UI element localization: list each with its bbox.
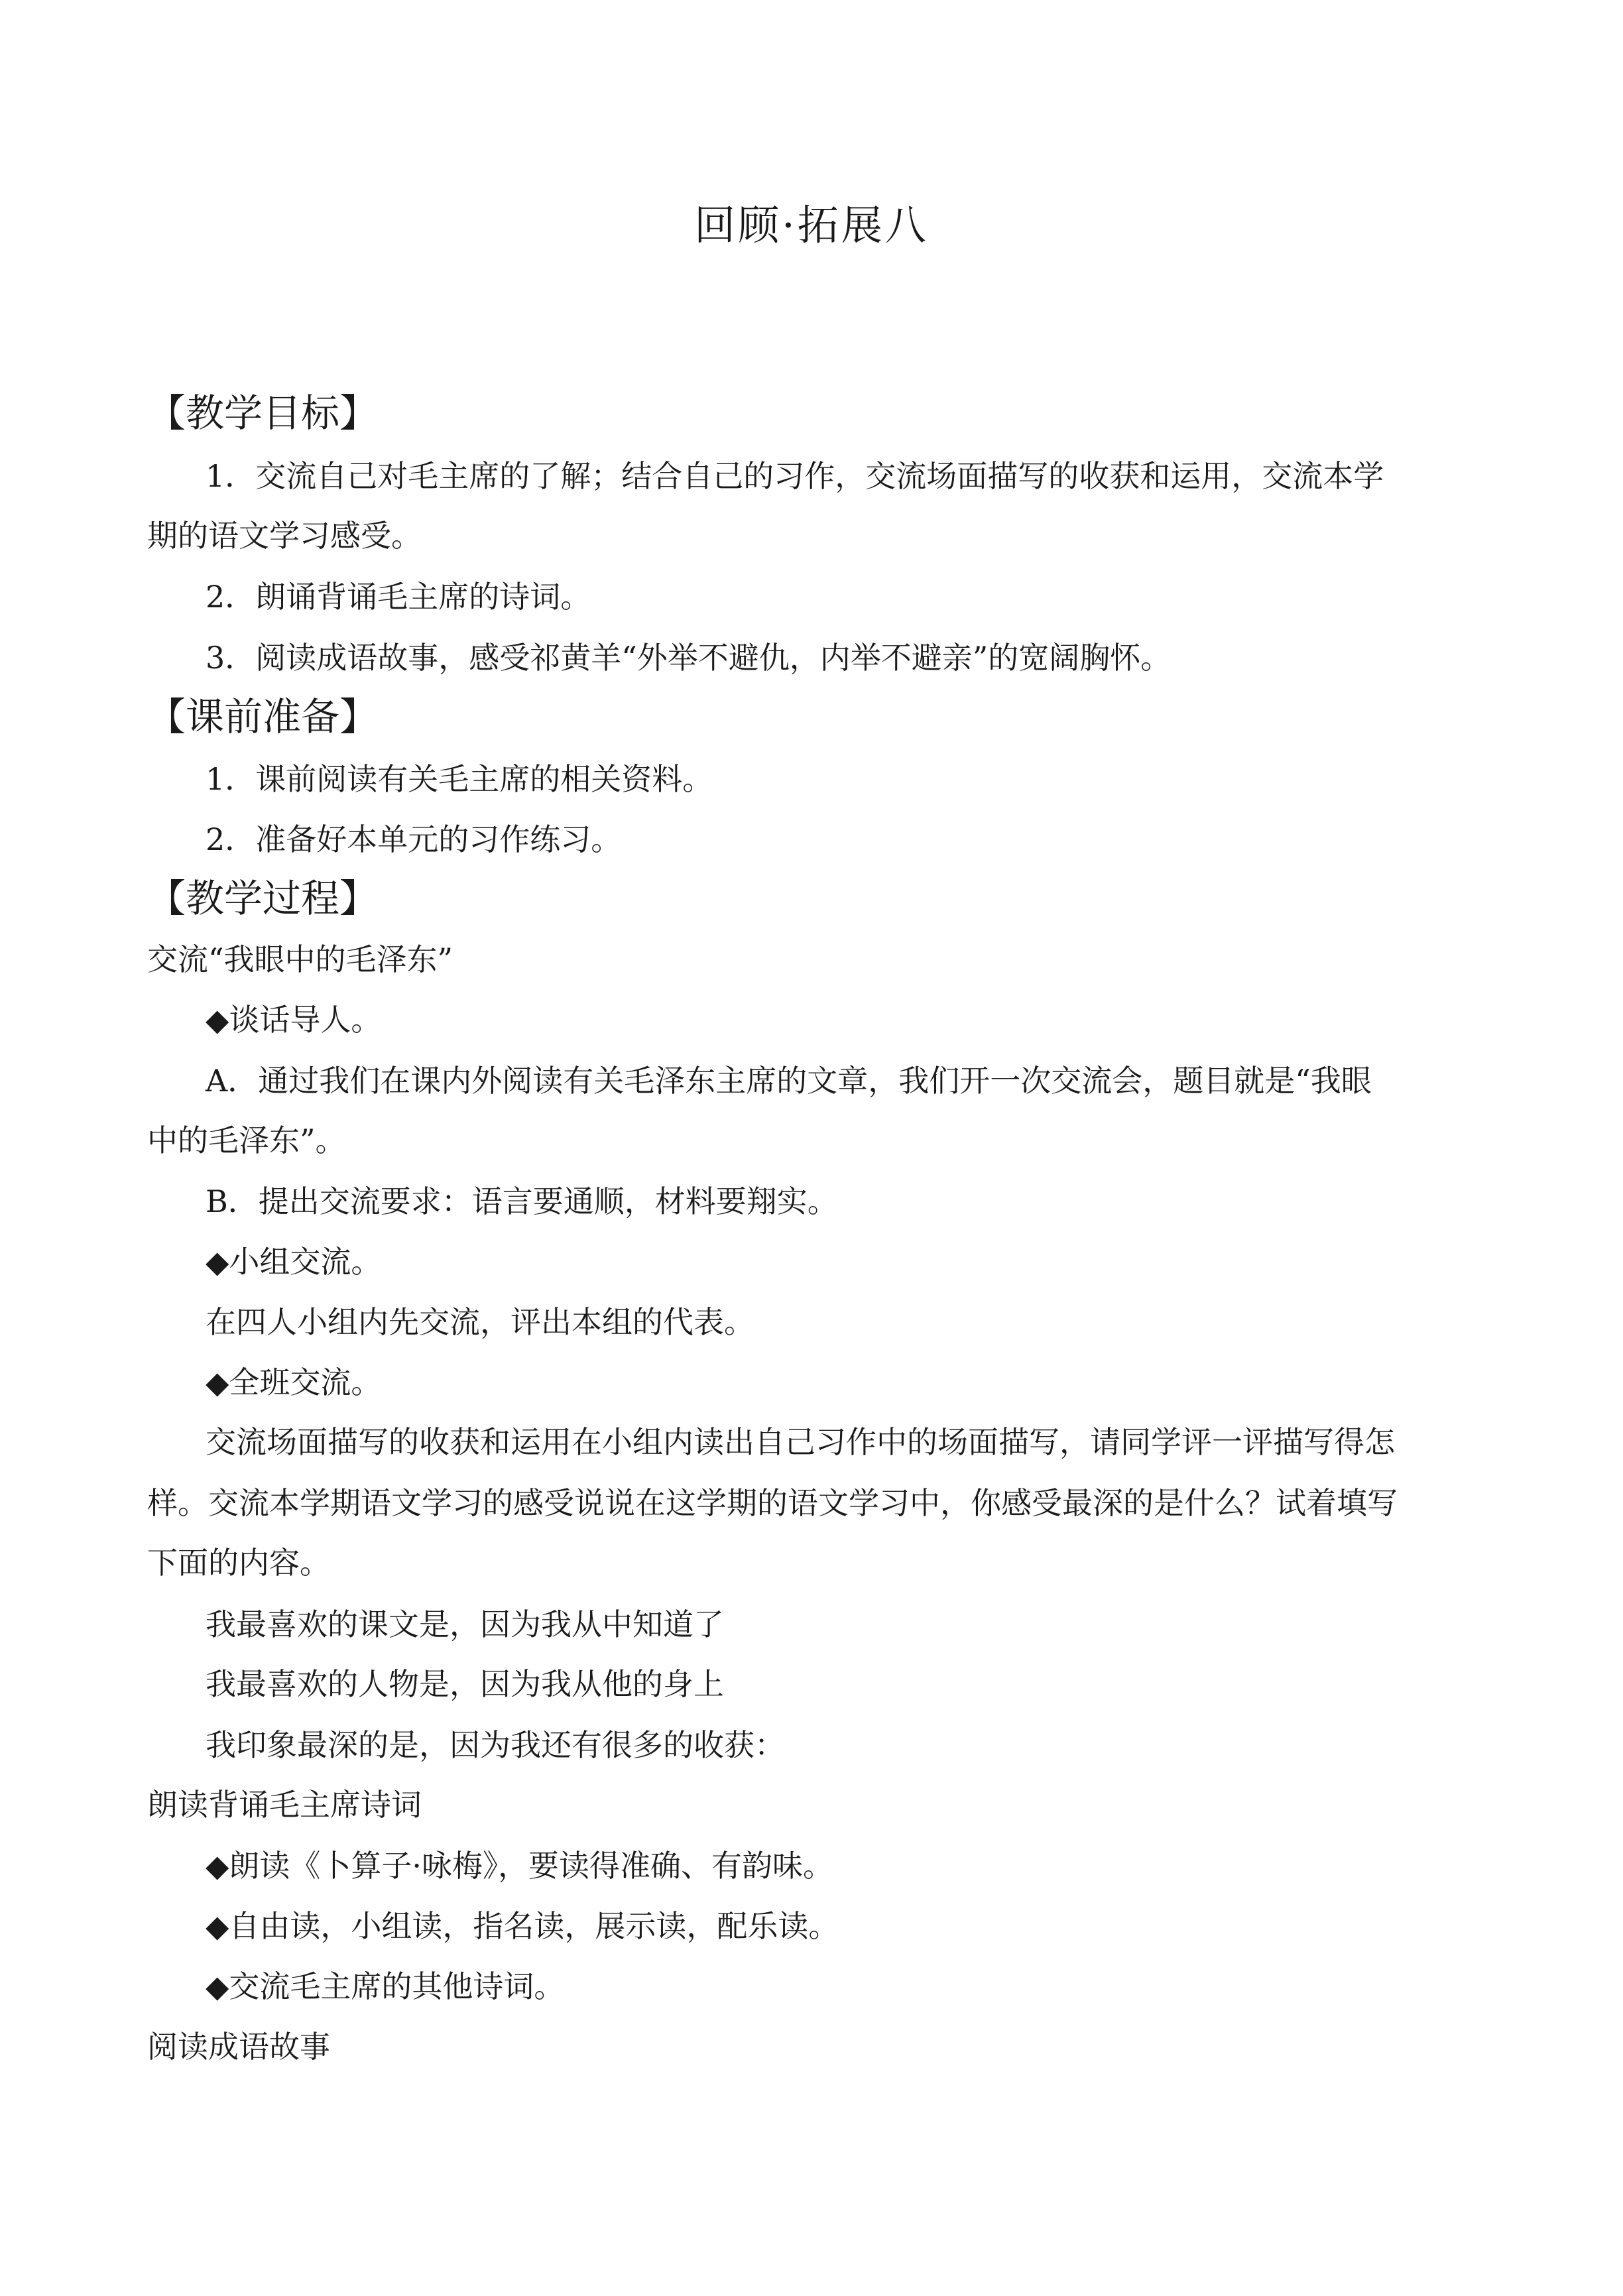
step-a-line-2: 中的毛泽东”。 [147, 1122, 346, 1158]
preparation-item-1: 1．课前阅读有关毛主席的相关资料。 [206, 761, 713, 797]
paragraph-line-1: 交流场面描写的收获和运用在小组内读出自己习作中的场面描写，请同学评一评描写得怎 [206, 1424, 1395, 1460]
bullet-other-poems: ◆交流毛主席的其他诗词。 [206, 1968, 565, 2004]
paragraph-line-2: 样。交流本学期语文学习的感受说说在这学期的语文学习中，你感受最深的是什么？试着填写 [147, 1485, 1398, 1521]
objective-item-2: 2．朗诵背诵毛主席的诗词。 [206, 579, 591, 615]
process-part-1-title: 交流“我眼中的毛泽东” [147, 941, 453, 977]
group-discussion-text: 在四人小组内先交流，评出本组的代表。 [206, 1304, 754, 1340]
objective-item-3: 3．阅读成语故事，感受祁黄羊“外举不避仇，内举不避亲”的宽阔胸怀。 [206, 640, 1172, 676]
objective-item-1: 1．交流自己对毛主席的了解；结合自己的习作，交流场面描写的收获和运用，交流本学 [206, 458, 1384, 494]
bullet-class-discussion: ◆全班交流。 [206, 1364, 382, 1400]
bullet-group-discussion: ◆小组交流。 [206, 1244, 382, 1280]
process-part-3-title: 阅读成语故事 [147, 2029, 330, 2065]
fill-in-line-3: 我印象最深的是，因为我还有很多的收获： [206, 1727, 785, 1763]
bullet-reading-modes: ◆自由读，小组读，指名读，展示读，配乐读。 [206, 1908, 839, 1944]
section-heading-preparation: 【课前准备】 [147, 694, 379, 739]
bullet-read-poem: ◆朗读《卜算子·咏梅》，要读得准确、有韵味。 [206, 1848, 833, 1884]
section-heading-objectives: 【教学目标】 [147, 391, 379, 436]
fill-in-line-2: 我最喜欢的人物是，因为我从他的身上 [206, 1666, 724, 1702]
section-heading-process: 【教学过程】 [147, 876, 379, 921]
paragraph-line-3: 下面的内容。 [147, 1545, 330, 1581]
page-title: 回顾·拓展八 [694, 201, 929, 249]
step-b-line: B．提出交流要求：语言要通顺，材料要翔实。 [206, 1183, 838, 1219]
fill-in-line-1: 我最喜欢的课文是，因为我从中知道了 [206, 1606, 724, 1642]
objective-item-1-continued: 期的语文学习感受。 [147, 518, 422, 554]
process-part-2-title: 朗读背诵毛主席诗词 [147, 1787, 422, 1823]
bullet-intro: ◆谈话导人。 [206, 1002, 382, 1038]
preparation-item-2: 2．准备好本单元的习作练习。 [206, 821, 622, 857]
step-a-line-1: A．通过我们在课内外阅读有关毛泽东主席的文章，我们开一次交流会，题目就是“我眼 [206, 1063, 1372, 1099]
